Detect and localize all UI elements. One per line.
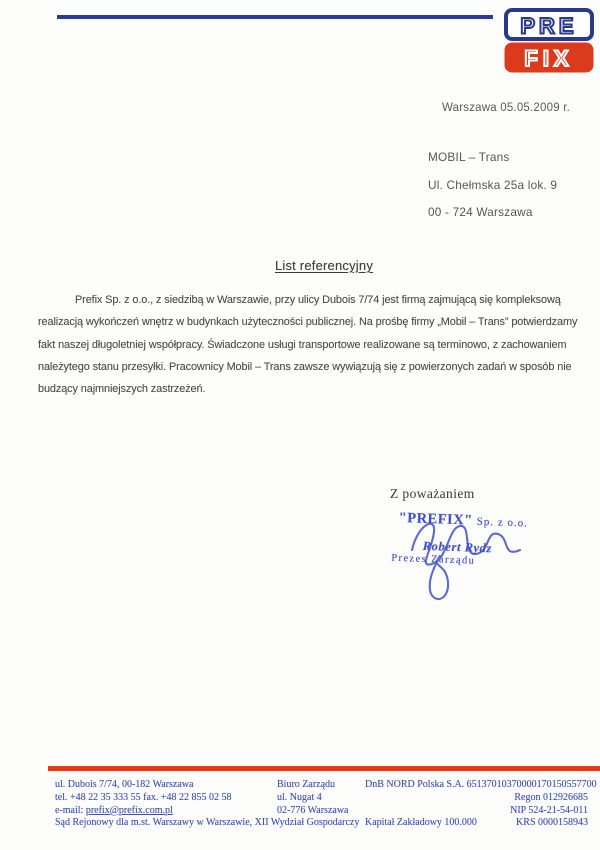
footer-email-line [55,805,173,816]
footer-row [55,817,590,830]
letter-body [38,289,578,400]
body-line: należytego stanu przesyłki. Pracownicy Mobil – Trans zawsze wywiązują się z powierzonych zadań w sposób nie [38,360,572,373]
footer-address: ul. Dubois 7/74, 00-182 Warszawa [55,779,194,790]
body-line: budzący najmniejszych zastrzeżeń. [38,383,206,396]
body-line: Prefix Sp. z o.o., z siedzibą w Warszawie, przy ulicy Dubois 7/74 jest firmą zajmującą się kompleksową [75,294,561,306]
footer-row [55,805,590,818]
footer-block [55,779,597,833]
footer-bank-account: DnB NORD Polska S.A. 65137010370000170150557700 [365,779,597,790]
footer-phone-fax: tel. +48 22 35 333 55 fax. +48 22 855 02 58 [55,791,232,803]
recipient-name: MOBIL – Trans [428,150,510,164]
recipient-block [428,144,557,227]
footer-regon: Regon 012926685 [514,791,588,803]
footer-office-street: ul. Nugat 4 [277,791,322,803]
footer-nip: NIP 524-21-54-011 [510,804,588,816]
footer-office-city: 02-776 Warszawa [277,804,349,816]
body-line: realizacją wykończeń wnętrz w budynkach użyteczności publicznej. Na prośbę firmy „Mobil – Trans” potwierdzamy [38,316,578,329]
footer-court-registry: Sąd Rejonowy dla m.st. Warszawy w Warszawie, XII Wydział Gospodarczy [55,817,360,829]
stamp-signer-title: Prezes Zarządu [391,552,476,567]
handwritten-signature-icon [398,509,533,612]
recipient-city: 00 - 724 Warszawa [428,205,533,219]
stamp-signer-name: Robert Rydz [422,538,493,556]
prefix-logo-icon [504,8,594,74]
closing-phrase: Z poważaniem [390,486,475,501]
stamp-company-name: "PREFIX" [398,509,474,529]
footer-rule-line [48,766,600,771]
footer-row [55,779,597,792]
date-line: Warszawa 05.05.2009 r. [442,102,570,114]
recipient-street: Ul. Chełmska 25a lok. 9 [428,177,558,192]
body-line: fakt naszej długoletniej współpracy. Świadczone usługi transportowe realizowane są terminowo, z zachowaniem [38,338,567,351]
header-rule-line [57,15,493,19]
logo-text-bottom: FIX [524,46,574,71]
footer-row [55,792,590,805]
footer-email-link[interactable]: prefix@prefix.com.pl [85,804,173,816]
footer-krs: KRS 0000158943 [516,817,588,829]
footer-share-capital: Kapitał Zakładowy 100.000 [365,817,477,829]
letter-title-wrap [48,257,600,275]
letter-title: List referencyjny [274,258,374,273]
footer-email-label: e-mail: [55,804,86,816]
stamp-company-suffix: Sp. z o.o. [476,515,529,530]
footer-office-label: Biuro Zarządu [277,779,336,790]
logo-text-top: PRE [520,13,578,39]
